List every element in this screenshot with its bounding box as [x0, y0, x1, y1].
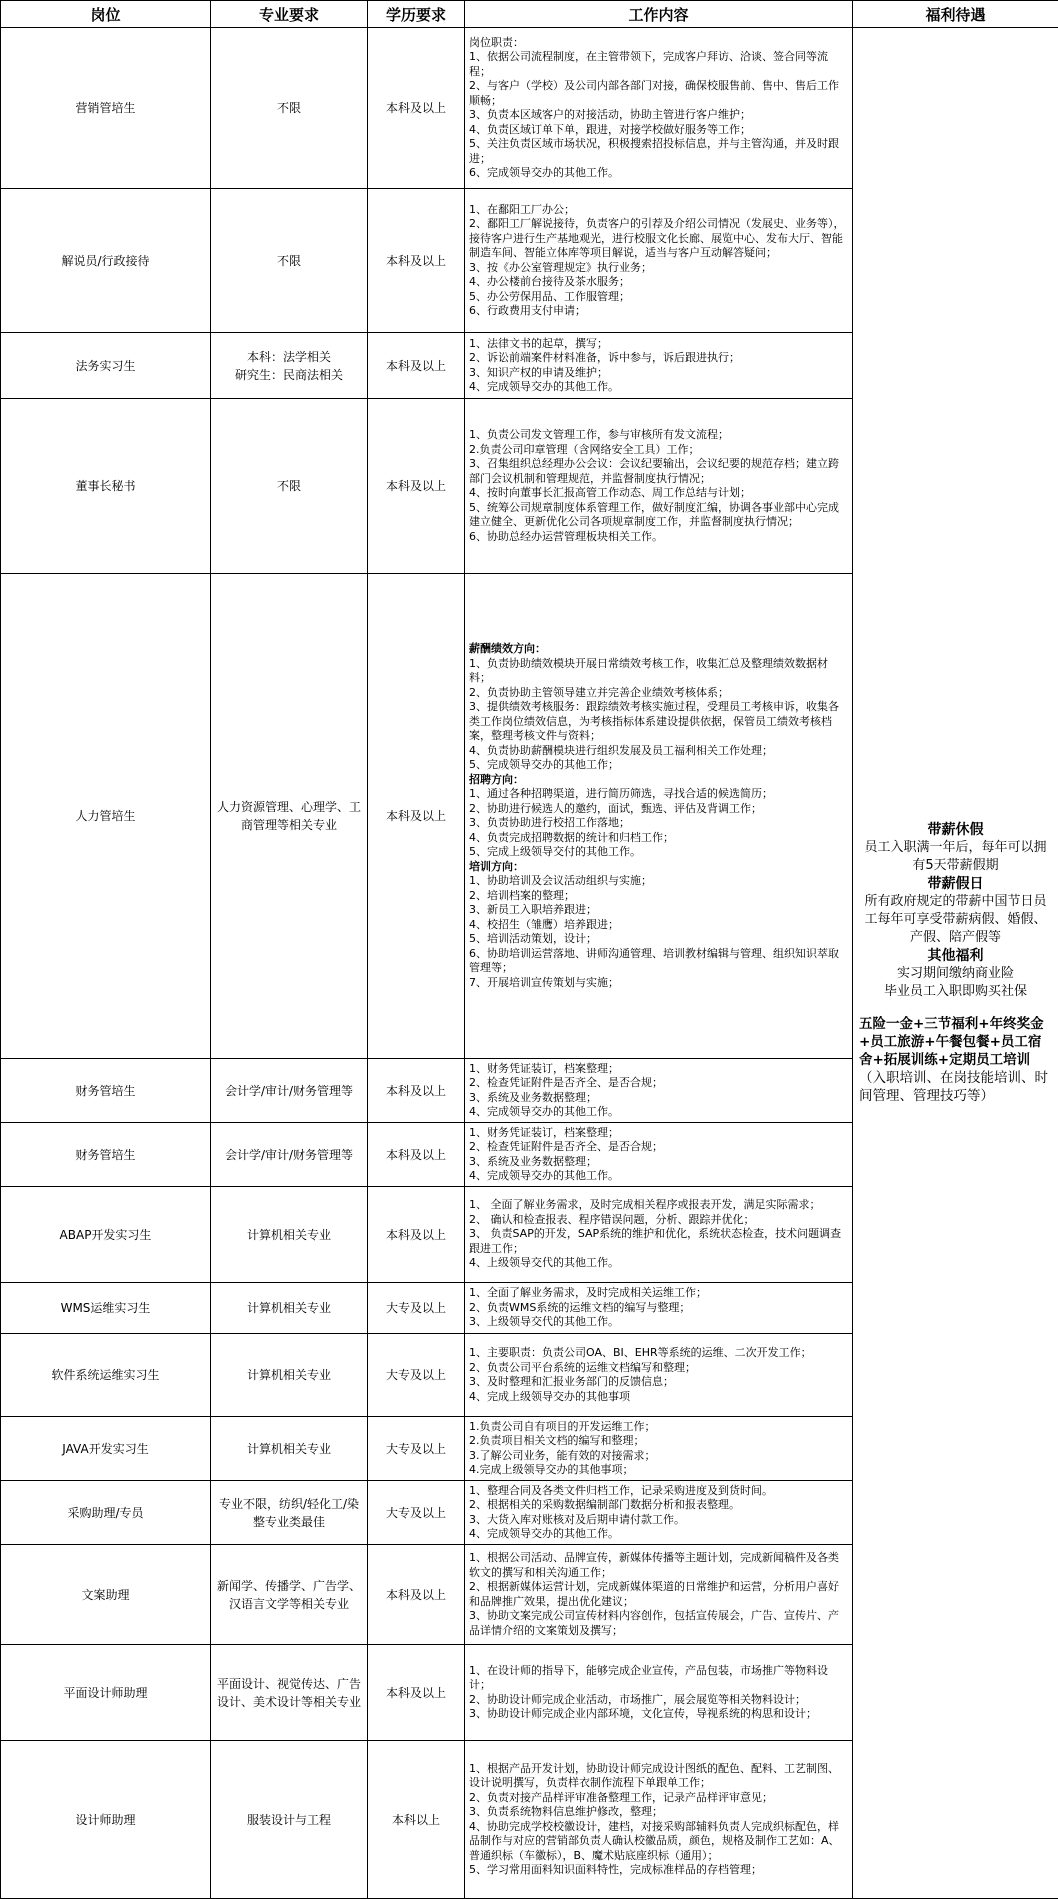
- content-cell: [465, 1187, 853, 1283]
- content-line: 1、财务凭证装订，档案整理；: [469, 1126, 849, 1141]
- major-cell: 服装设计与工程: [211, 1741, 368, 1899]
- major-cell: 会计学/审计/财务管理等: [211, 1059, 368, 1123]
- benefits-summary-bold: 五险一金+三节福利+年终奖金+员工旅游+午餐包餐+员工宿舍+拓展训练+定期员工培训: [859, 1016, 1044, 1068]
- content-line: 2、培训档案的整理；: [469, 889, 849, 904]
- header-content: 工作内容: [465, 1, 853, 28]
- benefits-summary-detail: （入职培训、在岗技能培训、时间管理、管理技巧等）: [859, 1070, 1048, 1104]
- benefits-cell: [853, 28, 1058, 1899]
- content-line: 3、知识产权的申请及维护；: [469, 366, 849, 381]
- major-cell: 不限: [211, 399, 368, 574]
- content-line: 3、大货入库对账核对及后期申请付款工作。: [469, 1513, 849, 1528]
- education-cell: 本科及以上: [368, 399, 465, 574]
- content-line: 1、根据公司活动、品牌宣传，新媒体传播等主题计划，完成新闻稿件及各类软文的撰写和相关沟通工作；: [469, 1551, 849, 1580]
- content-cell: [465, 1417, 853, 1481]
- major-cell: 专业不限，纺织/轻化工/染整专业类最佳: [211, 1481, 368, 1545]
- position-cell: JAVA开发实习生: [1, 1417, 211, 1481]
- content-line: 4、完成领导交办的其他工作。: [469, 1105, 849, 1120]
- content-line: 3、及时整理和汇报业务部门的反馈信息；: [469, 1375, 849, 1390]
- content-section-title: 招聘方向：: [469, 773, 849, 788]
- content-line: 2、检查凭证附件是否齐全、是否合规；: [469, 1076, 849, 1091]
- content-line: 1、协助培训及会议活动组织与实施；: [469, 874, 849, 889]
- content-cell: [465, 1059, 853, 1123]
- paid-vacation-text: 员工入职满一年后，每年可以拥有5天带薪假期: [859, 839, 1052, 875]
- content-line: 6、完成领导交办的其他工作。: [469, 166, 849, 181]
- content-line: 5、完成上级领导交付的其他工作。: [469, 845, 849, 860]
- content-line: 2.负责公司印章管理（含网络安全工具）工作；: [469, 443, 849, 458]
- major-cell: 人力资源管理、心理学、工商管理等相关专业: [211, 574, 368, 1059]
- position-cell: WMS运维实习生: [1, 1283, 211, 1334]
- education-cell: 大专及以上: [368, 1334, 465, 1417]
- major-cell: 计算机相关专业: [211, 1283, 368, 1334]
- education-cell: 大专及以上: [368, 1283, 465, 1334]
- content-line: 3、协助文案完成公司宣传材料内容创作，包括宣传展会，广告、宣传片、产品详情介绍的文案策划及撰写；: [469, 1609, 849, 1638]
- header-position: 岗位: [1, 1, 211, 28]
- education-cell: 本科及以上: [368, 1545, 465, 1645]
- content-line: 4、上级领导交代的其他工作。: [469, 1256, 849, 1271]
- content-line: 3.了解公司业务，能有效的对接需求；: [469, 1449, 849, 1464]
- content-line: 5、关注负责区域市场状况，积极搜索招投标信息，并与主管沟通，并及时跟进；: [469, 137, 849, 166]
- content-line: 4、完成上级领导交办的其他事项: [469, 1390, 849, 1405]
- content-line: 2、负责对接产品样评审准备整理工作，记录产品样评审意见；: [469, 1791, 849, 1806]
- content-line: 2、根据新媒体运营计划，完成新媒体渠道的日常维护和运营，分析用户喜好和品牌推广效果，提出优化建议；: [469, 1580, 849, 1609]
- content-line: 4、按时向董事长汇报高管工作动态、周工作总结与计划；: [469, 486, 849, 501]
- education-cell: 本科及以上: [368, 574, 465, 1059]
- education-cell: 大专及以上: [368, 1417, 465, 1481]
- paid-leave-text: 所有政府规定的带薪中国节日员工每年可享受带薪病假、婚假、产假、陪产假等: [859, 893, 1052, 947]
- table-row: [1, 28, 1058, 189]
- content-line: 4、完成领导交办的其他工作。: [469, 380, 849, 395]
- content-line: 1、在鄱阳工厂办公；: [469, 203, 849, 218]
- education-cell: 本科及以上: [368, 1059, 465, 1123]
- content-line: 4、完成领导交办的其他工作。: [469, 1527, 849, 1542]
- position-cell: 解说员/行政接待: [1, 189, 211, 333]
- content-line: 1、法律文书的起草，撰写；: [469, 337, 849, 352]
- content-line: 5、培训活动策划，设计；: [469, 932, 849, 947]
- position-cell: 采购助理/专员: [1, 1481, 211, 1545]
- content-line: 1、依据公司流程制度，在主管带领下，完成客户拜访、洽谈、签合同等流程；: [469, 50, 849, 79]
- major-cell: 计算机相关专业: [211, 1417, 368, 1481]
- major-cell: 新闻学、传播学、广告学、汉语言文学等相关专业: [211, 1545, 368, 1645]
- content-line: 4、负责协助薪酬模块进行组织发展及员工福利相关工作处理；: [469, 744, 849, 759]
- position-cell: 人力管培生: [1, 574, 211, 1059]
- content-line: 7、开展培训宣传策划与实施；: [469, 976, 849, 991]
- content-line: 4.完成上级领导交办的其他事项；: [469, 1463, 849, 1478]
- other-benefits-line2: 毕业员工入职即购买社保: [859, 983, 1052, 1001]
- paid-leave-title: 带薪假日: [859, 875, 1052, 893]
- position-cell: 法务实习生: [1, 333, 211, 399]
- content-section-title: 培训方向：: [469, 860, 849, 875]
- content-line: 1、 全面了解业务需求，及时完成相关程序或报表开发，满足实际需求；: [469, 1198, 849, 1213]
- position-cell: 平面设计师助理: [1, 1645, 211, 1741]
- education-cell: 本科及以上: [368, 189, 465, 333]
- content-line: 3、 负责SAP的开发，SAP系统的维护和优化，系统状态检查，技术问题调查跟进工作；: [469, 1227, 849, 1256]
- content-line: 岗位职责：: [469, 36, 849, 51]
- content-line: 3、负责系统物料信息维护修改，整理；: [469, 1805, 849, 1820]
- content-line: 2、负责WMS系统的运维文档的编写与整理；: [469, 1301, 849, 1316]
- content-line: 1、整理合同及各类文件归档工作，记录采购进度及到货时间。: [469, 1484, 849, 1499]
- content-line: 3、系统及业务数据整理；: [469, 1091, 849, 1106]
- content-line: 4、负责完成招聘数据的统计和归档工作；: [469, 831, 849, 846]
- content-line: 1、全面了解业务需求，及时完成相关运维工作；: [469, 1286, 849, 1301]
- content-line: 4、校招生（雏鹰）培养跟进；: [469, 918, 849, 933]
- content-line: 3、负责协助进行校招工作落地；: [469, 816, 849, 831]
- content-cell: [465, 28, 853, 189]
- content-cell: [465, 1481, 853, 1545]
- content-line: 3、系统及业务数据整理；: [469, 1155, 849, 1170]
- position-cell: 软件系统运维实习生: [1, 1334, 211, 1417]
- other-benefits-line1: 实习期间缴纳商业险: [859, 965, 1052, 983]
- content-line: 3、协助设计师完成企业内部环境，文化宣传，导视系统的构思和设计；: [469, 1707, 849, 1722]
- content-cell: [465, 1123, 853, 1187]
- content-line: 2、鄱阳工厂解说接待，负责客户的引荐及介绍公司情况（发展史、业务等），接待客户进行生产基地观光，进行校服文化长廊、展览中心、发布大厅、智能制造车间、智能立体库等项目解说，适当与客户互动解答疑问；: [469, 217, 849, 261]
- content-line: 1、负责公司发文管理工作，参与审核所有发文流程；: [469, 428, 849, 443]
- education-cell: 大专及以上: [368, 1481, 465, 1545]
- content-line: 2、 确认和检查报表、程序错误问题，分析、跟踪并优化；: [469, 1213, 849, 1228]
- header-benefits: 福利待遇: [853, 1, 1058, 28]
- content-line: 1、负责协助绩效模块开展日常绩效考核工作，收集汇总及整理绩效数据材料；: [469, 657, 849, 686]
- position-cell: 财务管培生: [1, 1123, 211, 1187]
- position-cell: 设计师助理: [1, 1741, 211, 1899]
- content-line: 4、完成领导交办的其他工作。: [469, 1169, 849, 1184]
- benefits-summary: [859, 1015, 1052, 1105]
- education-cell: 本科及以上: [368, 1123, 465, 1187]
- content-cell: [465, 399, 853, 574]
- content-line: 4、协助完成学校校徽设计，建档，对接采购部辅料负责人完成织标配色，样品制作与对应的营销部负责人确认校徽品质，颜色，规格及制作工艺如：A、普通织标（车徽标），B、魔术贴底座织标（通用）；: [469, 1820, 849, 1864]
- education-cell: 本科及以上: [368, 1187, 465, 1283]
- header-education: 学历要求: [368, 1, 465, 28]
- content-line: 2、负责公司平台系统的运维文档编写和整理；: [469, 1361, 849, 1376]
- content-line: 3、召集组织总经理办公会议：会议纪要输出，会议纪要的规范存档；建立跨部门会议机制和管理规范，并监督制度执行情况；: [469, 457, 849, 486]
- content-line: 1、主要职责：负责公司OA、BI、EHR等系统的运维、二次开发工作；: [469, 1346, 849, 1361]
- content-line: 3、按《办公室管理规定》执行业务；: [469, 261, 849, 276]
- content-line: 5、统筹公司规章制度体系管理工作，做好制度汇编，协调各事业部中心完成建立健全、更新优化公司各项规章制度工作，并监督制度执行情况；: [469, 501, 849, 530]
- education-cell: 本科及以上: [368, 28, 465, 189]
- content-line: 2、与客户（学校）及公司内部各部门对接，确保校服售前、售中、售后工作顺畅；: [469, 79, 849, 108]
- education-cell: 本科及以上: [368, 1645, 465, 1741]
- content-line: 2、负责协助主管领导建立并完善企业绩效考核体系；: [469, 686, 849, 701]
- content-line: 3、提供绩效考核服务：跟踪绩效考核实施过程，受理员工考核申诉，收集各类工作岗位绩效信息，为考核指标体系建设提供依据，保管员工绩效考核档案，整理考核文件与资料；: [469, 700, 849, 744]
- major-cell: 计算机相关专业: [211, 1334, 368, 1417]
- major-cell: 会计学/审计/财务管理等: [211, 1123, 368, 1187]
- major-cell: 不限: [211, 189, 368, 333]
- content-line: 2.负责项目相关文档的编写和整理；: [469, 1434, 849, 1449]
- content-section-title: 薪酬绩效方向：: [469, 642, 849, 657]
- content-line: 3、负责本区域客户的对接活动，协助主管进行客户维护；: [469, 108, 849, 123]
- education-cell: 本科及以上: [368, 333, 465, 399]
- content-cell: [465, 1741, 853, 1899]
- content-cell: [465, 1645, 853, 1741]
- content-line: 6、协助总经办运营管理板块相关工作。: [469, 530, 849, 545]
- content-line: 1、在设计师的指导下，能够完成企业宣传，产品包装，市场推广等物料设计；: [469, 1664, 849, 1693]
- content-cell: [465, 1334, 853, 1417]
- content-cell: [465, 1545, 853, 1645]
- position-cell: 文案助理: [1, 1545, 211, 1645]
- major-cell: 不限: [211, 28, 368, 189]
- major-cell: 计算机相关专业: [211, 1187, 368, 1283]
- content-line: 5、办公劳保用品、工作服管理；: [469, 290, 849, 305]
- header-row: [1, 1, 1058, 28]
- content-line: 1.负责公司自有项目的开发运维工作；: [469, 1420, 849, 1435]
- content-line: 3、上级领导交代的其他工作。: [469, 1315, 849, 1330]
- content-line: 2、协助进行候选人的邀约，面试，甄选、评估及背调工作；: [469, 802, 849, 817]
- content-line: 2、诉讼前端案件材料准备，诉中参与，诉后跟进执行；: [469, 351, 849, 366]
- content-line: 2、检查凭证附件是否齐全、是否合规；: [469, 1140, 849, 1155]
- content-line: 2、协助设计师完成企业活动，市场推广，展会展览等相关物料设计；: [469, 1693, 849, 1708]
- content-line: 4、负责区域订单下单，跟进，对接学校做好服务等工作；: [469, 123, 849, 138]
- content-cell: [465, 333, 853, 399]
- education-cell: 本科以上: [368, 1741, 465, 1899]
- major-cell: 本科：法学相关 研究生：民商法相关: [211, 333, 368, 399]
- position-cell: ABAP开发实习生: [1, 1187, 211, 1283]
- content-line: 2、根据相关的采购数据编制部门数据分析和报表整理。: [469, 1498, 849, 1513]
- content-line: 1、通过各种招聘渠道，进行简历筛选，寻找合适的候选简历；: [469, 787, 849, 802]
- content-line: 5、学习常用面料知识面料特性，完成标准样品的存档管理；: [469, 1863, 849, 1878]
- other-benefits-title: 其他福利: [859, 947, 1052, 965]
- content-line: 5、完成领导交办的其他工作；: [469, 758, 849, 773]
- paid-vacation-title: 带薪休假: [859, 821, 1052, 839]
- position-cell: 财务管培生: [1, 1059, 211, 1123]
- major-cell: 平面设计、视觉传达、广告设计、美术设计等相关专业: [211, 1645, 368, 1741]
- content-line: 6、行政费用支付申请；: [469, 304, 849, 319]
- position-cell: 营销管培生: [1, 28, 211, 189]
- content-cell: [465, 574, 853, 1059]
- header-major: 专业要求: [211, 1, 368, 28]
- content-line: 1、根据产品开发计划，协助设计师完成设计图纸的配色、配料、工艺制图、设计说明撰写，负责样衣制作流程下单跟单工作；: [469, 1762, 849, 1791]
- content-line: 4、办公楼前台接待及茶水服务；: [469, 275, 849, 290]
- content-line: 6、协助培训运营落地、讲师沟通管理、培训教材编辑与管理、组织知识萃取管理等；: [469, 947, 849, 976]
- content-cell: [465, 189, 853, 333]
- content-line: 1、财务凭证装订，档案整理；: [469, 1062, 849, 1077]
- position-cell: 董事长秘书: [1, 399, 211, 574]
- content-cell: [465, 1283, 853, 1334]
- content-line: 3、新员工入职培养跟进；: [469, 903, 849, 918]
